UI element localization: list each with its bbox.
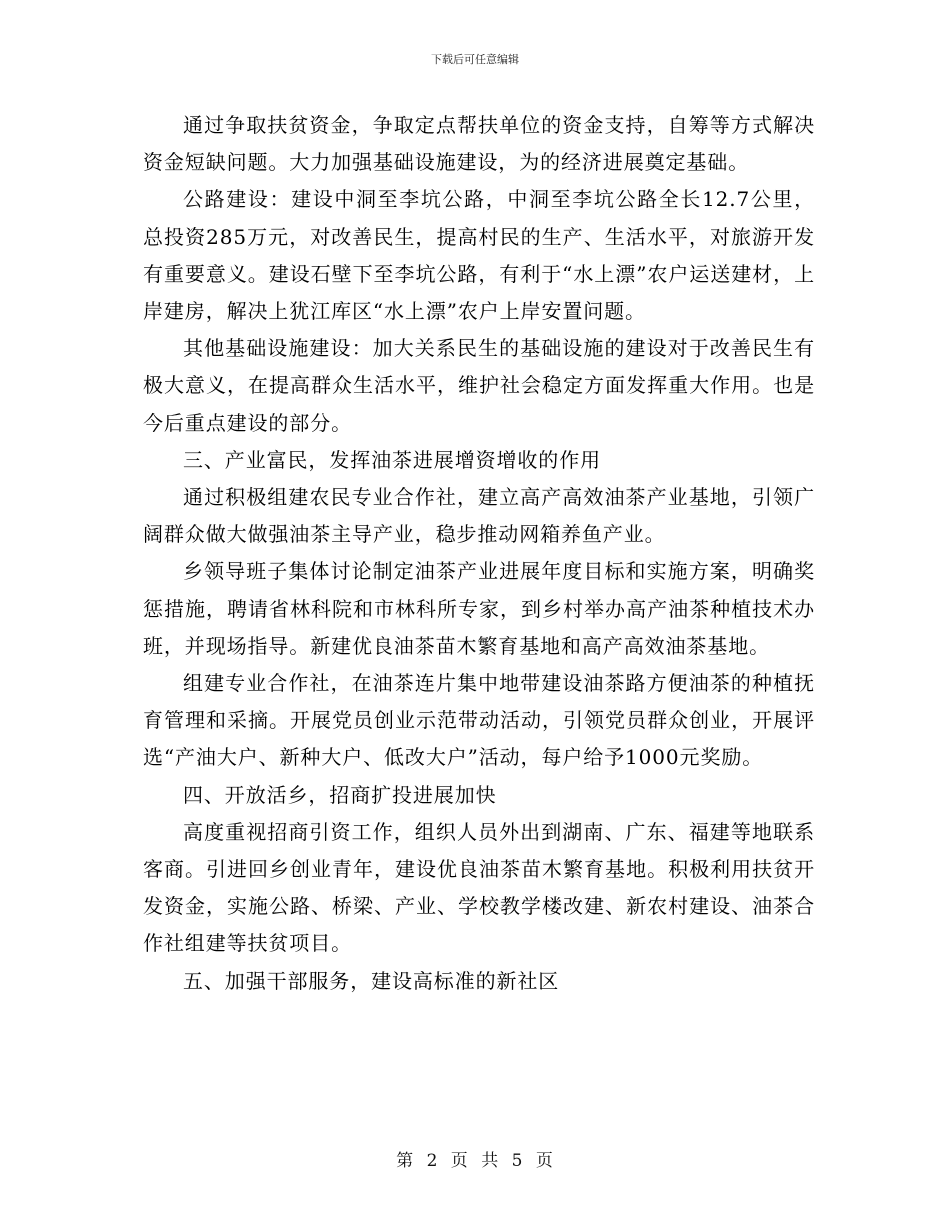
- footer-page-word: 页: [450, 1151, 469, 1171]
- paragraph-cooperatives: 通过积极组建农民专业合作社，建立高产高效油茶产业基地，引领广阔群众做大做强油茶主导产业，稳步推动网箱养鱼产业。: [143, 485, 815, 547]
- footer-total-word: 共: [481, 1151, 500, 1171]
- document-body: [143, 107, 815, 1000]
- section-heading-4: 四、开放活乡，招商扩投进展加快: [183, 782, 497, 807]
- section-heading-3: 三、产业富民，发挥油茶进展增资增收的作用: [183, 447, 601, 472]
- footer-suffix: 页: [535, 1151, 554, 1171]
- paragraph-investment: 高度重视招商引资工作，组织人员外出到湖南、广东、福建等地联系客商。引进回乡创业青年，建设优良油茶苗木繁育基地。积极利用扶贫开发资金，实施公路、桥梁、产业、学校教学楼改建、新农村建设、油茶合作社组建等扶贫项目。: [143, 819, 815, 956]
- header-note: 下载后可任意编辑: [431, 53, 519, 66]
- paragraph-professional-coop: 组建专业合作社，在油茶连片集中地带建设油茶路方便油茶的种植抚育管理和采摘。开展党员创业示范带动活动，引领党员群众创业，开展评选“产油大户、新种大户、低改大户”活动，每户给予1000元奖励。: [143, 671, 815, 770]
- paragraph-leadership-plan: 乡领导班子集体讨论制定油茶产业进展年度目标和实施方案，明确奖惩措施，聘请省林科院和市林科所专家，到乡村举办高产油茶种植技术办班，并现场指导。新建优良油茶苗木繁育基地和高产高效油茶基地。: [143, 559, 815, 658]
- footer-total-pages: 5: [511, 1151, 524, 1171]
- paragraph-road-construction: 公路建设：建设中洞至李坑公路，中洞至李坑公路全长12.7公里，总投资285万元，对改善民生，提高村民的生产、生活水平，对旅游开发有重要意义。建设石壁下至李坑公路，有利于“水上漂”农户运送建材，上岸建房，解决上犹江库区“水上漂”农户上岸安置问题。: [143, 187, 815, 324]
- paragraph-funding: 通过争取扶贫资金，争取定点帮扶单位的资金支持，自筹等方式解决资金短缺问题。大力加强基础设施建设，为的经济进展奠定基础。: [143, 113, 815, 175]
- section-heading-5: 五、加强干部服务，建设高标准的新社区: [183, 968, 560, 993]
- paragraph-other-infrastructure: 其他基础设施建设：加大关系民生的基础设施的建设对于改善民生有极大意义，在提高群众生活水平，维护社会稳定方面发挥重大作用。也是今后重点建设的部分。: [143, 336, 815, 435]
- footer-current-page: 2: [426, 1151, 439, 1171]
- page-number-footer: [0, 1150, 950, 1172]
- footer-prefix: 第: [396, 1151, 415, 1171]
